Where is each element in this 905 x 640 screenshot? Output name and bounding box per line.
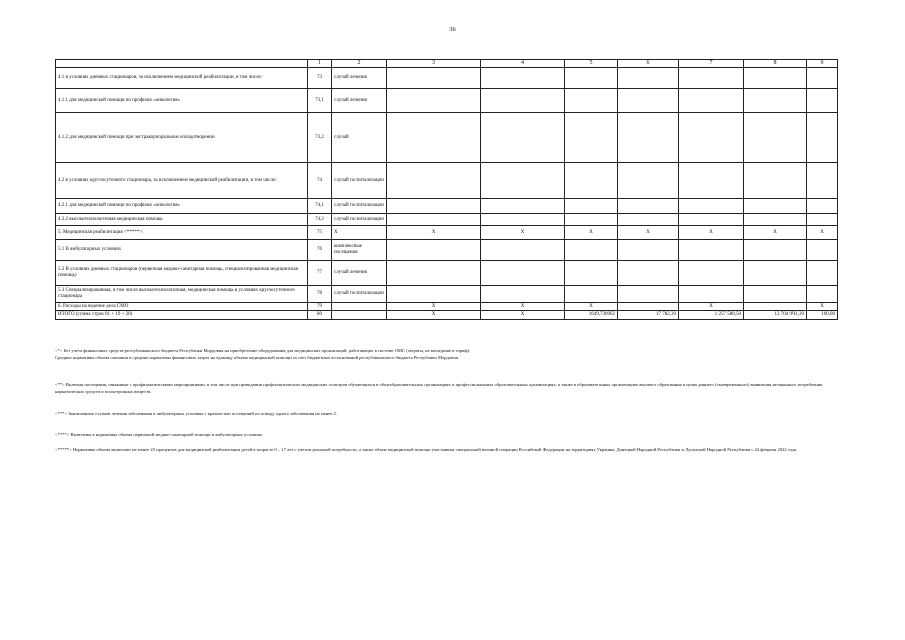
cell bbox=[744, 163, 807, 199]
row-unit: случай госпитализации bbox=[332, 163, 387, 199]
cell bbox=[807, 240, 838, 261]
cell: 100,00 bbox=[807, 311, 838, 320]
cell bbox=[679, 286, 744, 303]
cell: X bbox=[481, 303, 565, 311]
cell bbox=[618, 303, 679, 311]
cell bbox=[565, 113, 618, 163]
header-cell: 5 bbox=[565, 60, 618, 68]
cell bbox=[679, 163, 744, 199]
row-code: 78 bbox=[308, 286, 332, 303]
table-row bbox=[56, 214, 838, 226]
row-name: 5.1 В амбулаторных условиях bbox=[56, 240, 308, 261]
cell bbox=[387, 163, 481, 199]
cell bbox=[744, 89, 807, 113]
table-row bbox=[56, 163, 838, 199]
cell bbox=[387, 199, 481, 214]
cell bbox=[679, 214, 744, 226]
header-cell: 3 bbox=[387, 60, 481, 68]
header-cell: 9 bbox=[807, 60, 838, 68]
cell: X bbox=[387, 311, 481, 320]
footnote-text: <*> Без учета финансовых средств республиканского бюджета Республики Мордовия на приобретение оборудования для медицинских организаций, работающих в системе ОМС (затраты, не вошедшие в тариф). bbox=[55, 348, 471, 353]
cell bbox=[807, 68, 838, 89]
header-cell: 4 bbox=[481, 60, 565, 68]
cell: X bbox=[481, 226, 565, 240]
page-number: 36 bbox=[449, 26, 456, 33]
cell: X bbox=[807, 226, 838, 240]
cell bbox=[744, 199, 807, 214]
cell bbox=[618, 240, 679, 261]
row-name: 5.2 В условиях дневных стационаров (первичная медико-санитарная помощь, специализированная медицинская помощь) bbox=[56, 261, 308, 286]
table-row bbox=[56, 199, 838, 214]
cell: X bbox=[481, 311, 565, 320]
cell: X bbox=[565, 303, 618, 311]
footnote-2: <**> Включая посещения, связанные с профилактическими мероприятиями, в том числе при проведении профилактических медицинских осмотров обучающихся в общеобразовательных организациях и профессиональных образовательных организациях, а также в образовательных организациях высшего образования в целях раннего (своевременного) выявления незаконного потребления наркотических средств и психотропных веществ. bbox=[55, 382, 823, 395]
cell bbox=[387, 68, 481, 89]
cell: 12 704 9Ч1,30 bbox=[744, 311, 807, 320]
row-unit: случай bbox=[332, 113, 387, 163]
row-unit: случай госпитализации bbox=[332, 286, 387, 303]
row-name: ИТОГО (сумма строк 01 + 19 + 20) bbox=[56, 311, 308, 320]
row-unit: случай госпитализации bbox=[332, 214, 387, 226]
cell bbox=[807, 261, 838, 286]
row-name: 6. Расходы на ведение дела СМО bbox=[56, 303, 308, 311]
cell bbox=[744, 68, 807, 89]
table-row bbox=[56, 113, 838, 163]
row-name: 4.2.1 для медицинской помощи по профилю «онкология» bbox=[56, 199, 308, 214]
table-header-row bbox=[56, 60, 838, 68]
cell bbox=[481, 286, 565, 303]
row-code: 74,2 bbox=[308, 214, 332, 226]
header-cell: 7 bbox=[679, 60, 744, 68]
header-cell: 2 bbox=[332, 60, 387, 68]
cell bbox=[744, 240, 807, 261]
cell bbox=[481, 261, 565, 286]
row-code: 73,2 bbox=[308, 113, 332, 163]
row-name: 4.2.2 высокотехнологичная медицинская помощь bbox=[56, 214, 308, 226]
table-row bbox=[56, 286, 838, 303]
cell bbox=[618, 286, 679, 303]
row-code: 77 bbox=[308, 261, 332, 286]
table-row-total bbox=[56, 311, 838, 320]
cell bbox=[618, 68, 679, 89]
row-name: 5.3 Специализированная, в том числе высокотехнологичная, медицинская помощь в условиях круглосуточного стационара bbox=[56, 286, 308, 303]
cell bbox=[387, 240, 481, 261]
cell bbox=[744, 214, 807, 226]
cell bbox=[679, 89, 744, 113]
row-code: 80 bbox=[308, 311, 332, 320]
cell bbox=[618, 261, 679, 286]
table-row bbox=[56, 68, 838, 89]
cell: 1649,7309б2 bbox=[565, 311, 618, 320]
row-unit: случай лечения bbox=[332, 68, 387, 89]
cell bbox=[387, 89, 481, 113]
header-cell bbox=[56, 60, 308, 68]
row-code: 79 bbox=[308, 303, 332, 311]
footnote-3: <***> Законченных случаев лечения заболевания в амбулаторных условиях с кратностью посещений по поводу одного заболевания не менее 2. bbox=[55, 411, 338, 416]
footnote-4: <****> Включены в нормативы объема первичной медико-санитарной помощи в амбулаторных условиях. bbox=[55, 432, 264, 437]
row-code: 75 bbox=[308, 226, 332, 240]
cell bbox=[481, 214, 565, 226]
cell: X bbox=[807, 303, 838, 311]
cell bbox=[807, 214, 838, 226]
cell bbox=[565, 199, 618, 214]
table-row bbox=[56, 303, 838, 311]
cell bbox=[618, 199, 679, 214]
row-unit: случай госпитализации bbox=[332, 199, 387, 214]
cell bbox=[387, 286, 481, 303]
cell: 1 257 588,50 bbox=[679, 311, 744, 320]
cell bbox=[481, 68, 565, 89]
cell: X bbox=[387, 226, 481, 240]
row-name: 4.2 в условиях круглосуточного стационара, за исключением медицинской реабилитации, в том числе: bbox=[56, 163, 308, 199]
cell bbox=[679, 240, 744, 261]
row-code: 73,1 bbox=[308, 89, 332, 113]
cell bbox=[565, 89, 618, 113]
footnote-5: <*****> Нормативы объема включают не менее 25 процентов для медицинской реабилитации детей в возрасте 0 – 17 лет с учетом реальной потребности, а также объем медицинской помощи участникам специальной военной операции Российской Федерации на территориях Украины, Донецкой Народной Республики и Луганской Народной Республики с 24 февраля 2022 года. bbox=[55, 447, 798, 452]
cell bbox=[565, 261, 618, 286]
cell bbox=[481, 89, 565, 113]
cell: X bbox=[744, 226, 807, 240]
cell bbox=[744, 261, 807, 286]
cell bbox=[679, 261, 744, 286]
row-unit: X bbox=[332, 226, 387, 240]
cell bbox=[387, 261, 481, 286]
cell bbox=[618, 214, 679, 226]
cell bbox=[481, 113, 565, 163]
header-cell: 8 bbox=[744, 60, 807, 68]
cell bbox=[618, 113, 679, 163]
header-cell: 6 bbox=[618, 60, 679, 68]
cell: X bbox=[679, 226, 744, 240]
row-code: 74 bbox=[308, 163, 332, 199]
cell bbox=[807, 163, 838, 199]
table-row bbox=[56, 89, 838, 113]
table-row bbox=[56, 226, 838, 240]
cell bbox=[481, 240, 565, 261]
row-name: 5. Медицинская реабилитация <*****>: bbox=[56, 226, 308, 240]
cell bbox=[744, 303, 807, 311]
cell: X bbox=[387, 303, 481, 311]
cell bbox=[744, 113, 807, 163]
cell bbox=[679, 68, 744, 89]
cell bbox=[807, 286, 838, 303]
row-code: 74,1 bbox=[308, 199, 332, 214]
cell bbox=[565, 214, 618, 226]
cell bbox=[807, 199, 838, 214]
cell bbox=[618, 89, 679, 113]
data-table bbox=[55, 59, 838, 320]
row-code: 73 bbox=[308, 68, 332, 89]
row-name: 4.1 в условиях дневных стационаров, за исключением медицинской реабилитации, в том числе: bbox=[56, 68, 308, 89]
cell bbox=[679, 199, 744, 214]
cell bbox=[481, 199, 565, 214]
cell bbox=[565, 240, 618, 261]
footnote-1 bbox=[55, 347, 470, 362]
cell bbox=[618, 163, 679, 199]
row-unit: случай лечения bbox=[332, 89, 387, 113]
cell bbox=[807, 89, 838, 113]
row-name: 4.1.2 для медицинской помощи при экстракорпоральном оплодотворении bbox=[56, 113, 308, 163]
cell: X bbox=[565, 226, 618, 240]
row-unit: комплексные посещения bbox=[332, 240, 387, 261]
cell bbox=[387, 113, 481, 163]
row-name: 4.1.1 для медицинской помощи по профилю «онкология» bbox=[56, 89, 308, 113]
row-unit bbox=[332, 303, 387, 311]
cell bbox=[565, 163, 618, 199]
row-unit bbox=[332, 311, 387, 320]
cell: X bbox=[618, 226, 679, 240]
cell: 17 782,30 bbox=[618, 311, 679, 320]
table-row bbox=[56, 261, 838, 286]
footnote-text: Средние нормативы объема оказания и средние нормативы финансовых затрат на единицу объема медицинской помощи за счет бюджетных ассигнований республиканского бюджета Республики Мордовия. bbox=[55, 355, 460, 361]
cell bbox=[481, 163, 565, 199]
cell bbox=[744, 286, 807, 303]
cell bbox=[387, 214, 481, 226]
table-row bbox=[56, 240, 838, 261]
cell bbox=[679, 113, 744, 163]
cell: X bbox=[679, 303, 744, 311]
header-cell: 1 bbox=[308, 60, 332, 68]
row-unit: случай лечения bbox=[332, 261, 387, 286]
cell bbox=[807, 113, 838, 163]
cell bbox=[565, 286, 618, 303]
row-code: 76 bbox=[308, 240, 332, 261]
cell bbox=[565, 68, 618, 89]
